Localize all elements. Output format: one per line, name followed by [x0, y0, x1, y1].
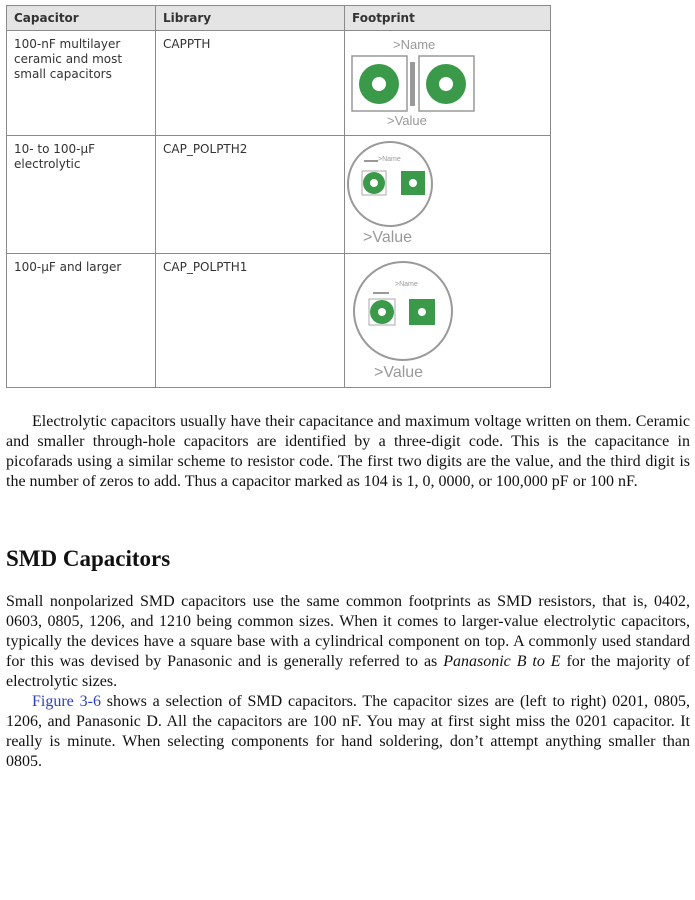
- paragraph-electrolytic: Electrolytic capacitors usually have their capacitance and maximum voltage written on them. Ceramic and smaller through-hole capacitors are identified by a three-digit code. This is the capacitance in picofarads using a similar scheme to resistor code. The first two digits are the value, and the third digit is the number of zeros to add. Thus a capacitor marked as 104 is 1, 0, 0000, or 100,000 pF or 100 nF.: [6, 413, 690, 490]
- header-capacitor: Capacitor: [7, 6, 156, 31]
- footprint-name-label: >Name: [393, 37, 436, 52]
- header-footprint: Footprint: [345, 6, 551, 31]
- capacitor-cell: 10- to 100-μF electrolytic: [7, 136, 156, 254]
- footprint-cell: [345, 31, 551, 136]
- drill-hole-icon: [378, 308, 386, 316]
- table-row: [7, 136, 551, 254]
- paragraph-text: for the majority of electrolytic sizes.: [6, 653, 690, 690]
- cappth-footprint-diagram: [345, 31, 551, 136]
- capacitor-cell: 100-μF and larger: [7, 254, 156, 388]
- silkscreen-bar: [410, 62, 415, 106]
- library-cell: CAP_POLPTH1: [156, 254, 345, 388]
- polarity-mark: [373, 292, 389, 294]
- library-cell: CAPPTH: [156, 31, 345, 136]
- capacitor-footprint-table: [6, 5, 551, 388]
- cap-polpth2-footprint-diagram: [345, 136, 551, 254]
- footprint-cell: [345, 136, 551, 254]
- capacitor-cell: 100-nF multilayer ceramic and most small capacitors: [7, 31, 156, 136]
- footprint-name-label: >Name: [378, 156, 401, 163]
- drill-hole-icon: [409, 179, 417, 187]
- footprint-value-label: >Value: [387, 113, 427, 128]
- paragraph-smd-footprints: [6, 592, 690, 692]
- paragraph-text: Small nonpolarized SMD capacitors use the same common footprints as SMD resistors, that is, 0402, 0603, 0805, 1206, and 1210 being common sizes. When it comes to larger-value electrolytic capacitors, typically the devices have a square base with a cylindrical component on top. A commonly used standard for this was devised by Panasonic and is generally referred to as: [6, 593, 690, 670]
- footprint-value-label: >Value: [374, 364, 424, 381]
- figure-link[interactable]: Figure 3-6: [32, 693, 101, 710]
- table-header-row: [7, 6, 551, 31]
- footprint-cell: [345, 254, 551, 388]
- table-row: [7, 254, 551, 388]
- footprint-value-label: >Value: [363, 229, 413, 246]
- cap-polpth1-footprint-diagram: [345, 254, 551, 388]
- paragraph-text: shows a selection of SMD capacitors. The capacitor sizes are (left to right) 0201, 0805, 1206, and Panasonic D. All the capacitors are 100 nF. You may at first sight miss the 0201 capacitor. It really is minute. When selecting components for hand soldering, don’t attempt anything smaller than 0805.: [6, 693, 690, 770]
- polarity-mark: [364, 160, 378, 162]
- drill-hole-icon: [370, 179, 378, 187]
- paragraph-figure-reference: [6, 692, 690, 772]
- section-heading: SMD Capacitors: [6, 546, 171, 571]
- table-row: [7, 31, 551, 136]
- footprint-name-label: >Name: [395, 281, 418, 288]
- panasonic-term: Panasonic B to E: [443, 653, 561, 670]
- header-library: Library: [156, 6, 345, 31]
- drill-hole-icon: [439, 77, 453, 91]
- drill-hole-icon: [372, 77, 386, 91]
- library-cell: CAP_POLPTH2: [156, 136, 345, 254]
- drill-hole-icon: [418, 308, 426, 316]
